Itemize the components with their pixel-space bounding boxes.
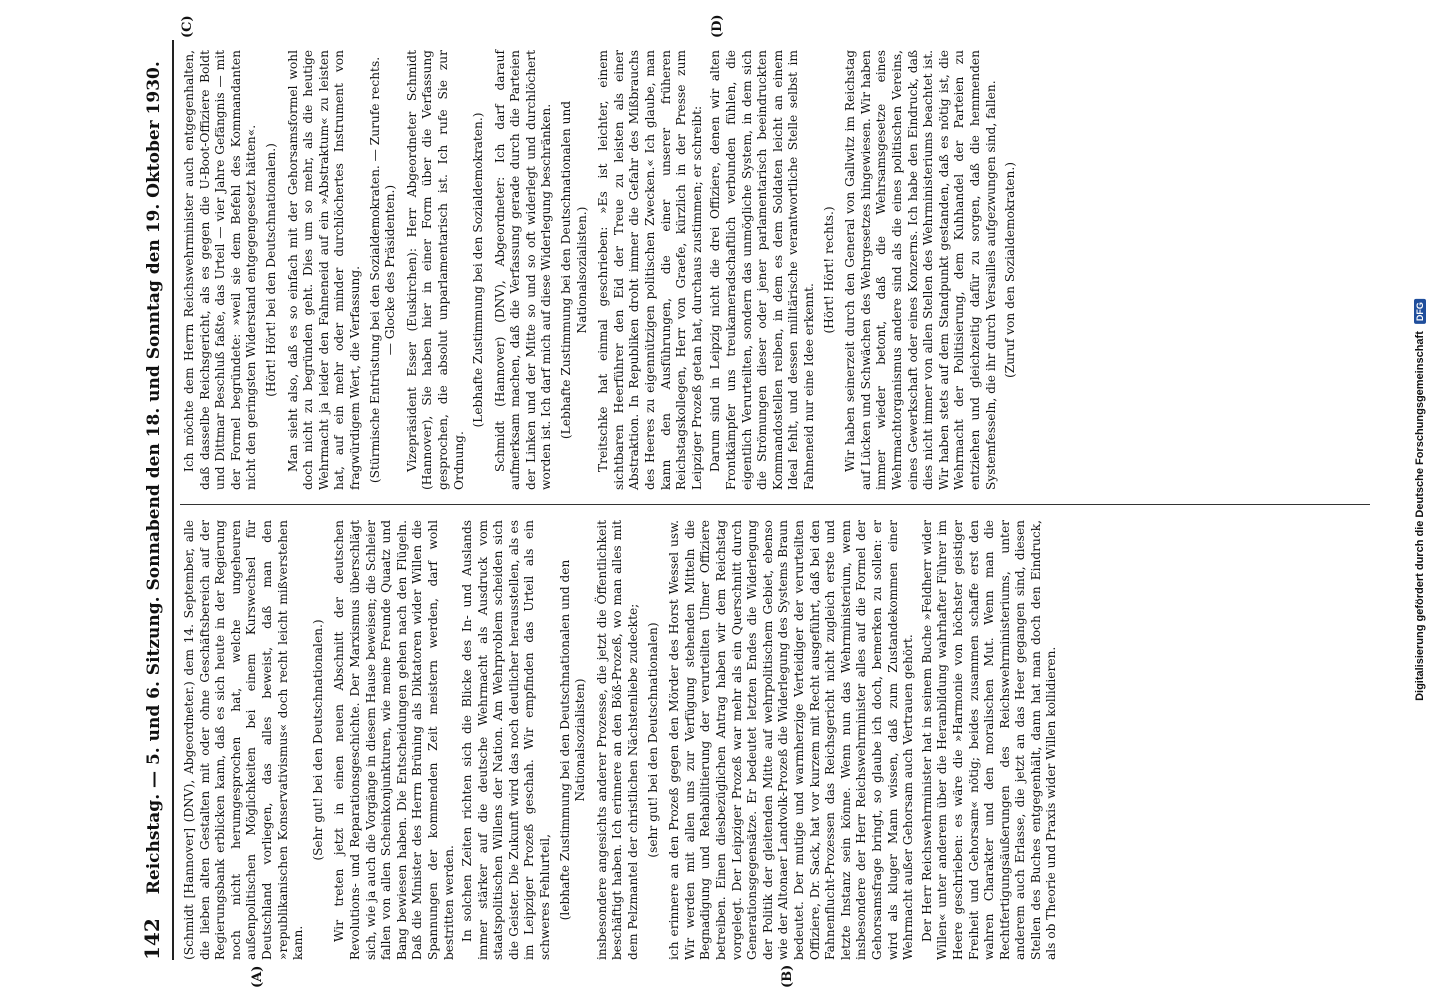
interjection: (sehr gut! bei den Deutschnationalen) <box>645 622 660 858</box>
paragraph: Ich möchte dem Herrn Reichswehrminister auch entgegenhalten, daß dasselbe Reichsgericht, als es gegen die U-Boot-Offiziere Boldt und Dittmar Beschluß faßte, das Urteil — vier Jahre Gefängnis — mit der Formel begründete: »weil sie dem Befehl des Kommandanten nicht den geringsten Widerstand entgegengesetzt hätten«. <box>182 50 259 490</box>
margin-mark-c: (C) <box>180 15 195 38</box>
paragraph: Man sieht also, daß es so einfach mit der Gehorsamsformel wohl doch nicht zu begründen geht. Dies um so mehr, als die heutige Wehrmacht ja leider den Fahneneid auf ein »Abstraktum« zu leisten hat, auf ein mehr oder minder durchlöchertes Instrument von fragwürdigem Wert, die Verfassung. <box>285 50 362 490</box>
dfg-attribution <box>1414 299 1426 701</box>
running-title: Reichstag. — 5. und 6. Sitzung. Sonnabend den 18. und Sonntag den 19. Oktober 1930. <box>144 61 164 895</box>
interjection: (Stürmische Entrüstung bei den Sozialdemokraten. — Zurufe rechts. — Glocke des Präsidenten.) <box>367 56 398 484</box>
interjection: (Hört! Hört! rechts.) <box>821 206 836 334</box>
margin-mark-a: (A) <box>250 965 265 988</box>
paragraph: Der Herr Reichswehrminister hat in seinem Buche »Feldherr wider Willen« unter anderem über die Heranbildung wahrhafter Führer im Heere geschrieben: es wäre die »Harmonie von höchster geistiger Freiheit und Gehorsam« nötig; beides zusammen schaffe erst den wahren Charakter und den moralischen Mut. Wenn man die Rechtfertigungsäußerungen des Reichswehrministeriums, unter anderem auch Erlasse, die jetzt an das Heer gegangen sind, diesen Stellen des Buches entgegenhält, dann hat man doch den Eindruck, als ob Theorie und Praxis wider Willen kollidieren. <box>919 520 1059 960</box>
paragraph: In solchen Zeiten richten sich die Blicke des In- und Auslands immer stärker auf die deutsche Wehrmacht als Ausdruck vom staatspolitischen Willens der Nation. Am Wehrproblem scheiden sich die Geister. Die Zukunft wird das noch deutlicher herausstellen, als es im Leipziger Prozeß geschah. Wir empfinden das Urteil als ein schweres Fehlurteil, <box>460 520 553 960</box>
paragraph: insbesondere angesichts anderer Prozesse, die jetzt die Öffentlichkeit beschäftigt haben. Ich erinnere an den Böß-Prozeß, wo man alles mit dem Pelzmantel der christlichen Nächstenliebe zudeckte; <box>594 520 641 960</box>
paragraph: Wir treten jetzt in einen neuen Abschnitt der deutschen Revolutions- und Reparationsgeschichte. Der Marxismus überschlägt sich, wie ja auch die Vorgänge in diesem Hause beweisen; die Schleier fallen von allen Scheinkonjunkturen, wie meine Freunde Quaatz und Bang bewiesen haben. Die Entscheidungen gehen nach den Flügeln. Daß die Minister des Herrn Brüning als Diktatoren wider Willen die Spannungen der kommenden Zeit meistern werden, darf wohl bestritten werden. <box>332 520 456 960</box>
paragraph: Vizepräsident Esser (Euskirchen): Herr Abgeordneter Schmidt (Hannover), Sie haben hier in einer Form über die Verfassung gesprochen, die absolut unparlamentarisch ist. Ich rufe Sie zur Ordnung. <box>404 50 466 490</box>
interjection: (Lebhafte Zustimmung bei den Sozialdemokraten.) <box>471 112 486 428</box>
dfg-badge: DFG <box>1414 299 1426 324</box>
page-number: 142 <box>140 918 164 960</box>
paragraph: Schmidt (Hannover) (DNV), Abgeordneter: Ich darf darauf aufmerksam machen, daß die Verfassung gerade durch die Parteien der Linken und der Mitte so und so oft widerlegt und durchlöchert worden ist. Ich darf mich auf diese Widerlegung beschränken. <box>492 50 554 490</box>
paragraph: Darum sind in Leipzig nicht die drei Offiziere, denen wir alten Frontkämpfer uns treukameradschaftlich verbunden fühlen, die eigentlich Verurteilten, sondern das unmögliche System, in dem sich die Strömungen dieser oder jener parlamentarisch beeindruckten Kommandostellen reiben, in dem es dem Soldaten leicht an einem Ideal fehlt, und dessen militärische verantwortliche Stelle selbst im Fahneneid nur eine Idee erkennt. <box>708 50 816 490</box>
margin-mark-d: (D) <box>710 14 725 38</box>
margin-mark-b: (B) <box>780 964 795 988</box>
scanned-page <box>140 14 1370 988</box>
interjection: (Zuruf von den Sozialdemokraten.) <box>1003 162 1018 378</box>
header-rule <box>172 40 174 960</box>
running-header <box>140 40 168 960</box>
interjection: (lebhafte Zustimmung bei den Deutschnationalen und den Nationalsozialisten) <box>557 559 588 921</box>
paragraph: Treitschke hat einmal geschrieben: »Es ist leichter, einem sichtbaren Heerführer den Eid der Treue zu leisten als einer Abstraktion. In Republiken droht immer die Gefahr des Mißbrauchs des Heeres zu eigennützigen politischen Zwecken.« Ich glaube, man kann den Ausführungen, die einer unserer früheren Reichstagskollegen, Herr von Graefe, kürzlich in der Presse zum Leipziger Prozeß getan hat, durchaus zustimmen; er schreibt: <box>596 50 704 490</box>
left-column <box>182 520 1063 960</box>
paragraph: (Schmidt [Hannover] (DNV), Abgeordneter.) dem 14. September, alle die lieben alten Gestalten mit oder ohne Geschäftsbereich auf der Regierungsbank erblicken kann, daß es sich heute in der Regierung noch nicht herumgesprochen hat, welche ungeheuren außenpolitischen Möglichkeiten bei einem Kurswechsel für Deutschland vorliegen, das alles beweist, daß man den »republikanischen Konservativismus« doch recht leicht mißverstehen kann. <box>182 520 306 960</box>
paragraph: Wir haben seinerzeit durch den General von Gallwitz im Reichstag auf Lücken und Schwächen des Wehrgesetzes hingewiesen. Wir haben immer wieder betont, daß die Wehrsamsgesetze eines Wehrmachtorganismus andere sind als die eines politischen Vereins, eines Gewerkschaft oder eines Konzerns. Ich habe den Eindruck, daß dies nicht immer von allen Stellen des Wehrministeriums beachtet ist. Wir haben stets auf dem Standpunkt gestanden, daß es nötig ist, die Wehrmacht der Politisierung, dem Kuhhandel der Parteien zu entziehen und gleichzeitig dafür zu sorgen, daß die hemmenden Systemfesseln, die ihr durch Versailles aufgezwungen sind, fallen. <box>843 50 998 490</box>
interjection: (Lebhafte Zustimmung bei den Deutschnationalen und Nationalsozialisten.) <box>559 100 589 440</box>
interjection: (Sehr gut! bei den Deutschnationalen.) <box>310 619 325 861</box>
attribution-text: Digitalisierung gefördert durch die Deutsche Forschungsgemeinschaft <box>1414 331 1426 701</box>
column-divider <box>180 504 1370 505</box>
right-column <box>182 50 1025 490</box>
paragraph: ich erinnere an den Prozeß gegen den Mörder des Horst Wessel usw. Wir werden mit allen uns zur Verfügung stehenden Mitteln die Begnadigung und Rehabilitierung der verurteilten Ulmer Offiziere betreiben. Einen diesbezüglichen Antrag haben wir dem Reichstag vorgelegt. Der Leipziger Prozeß war mehr als ein Querschnitt durch Generationsgegensätze. Er bedeutet letzten Endes die Widerlegung der Politik der gleitenden Mitte auf wehrpolitischem Gebiet, ebenso wie der Altonaer Landvolk-Prozeß die Widerlegung des Systems Braun bedeutet. Der mutige und warmherzige Verteidiger der verurteilten Offiziere, Dr. Sack, hat vor kurzem mit Recht ausgeführt, daß bei den Fahnenflucht-Prozessen das Reichsgericht nicht zugleich erste und letzte Instanz sein könne. Wenn nun das Wehrministerium, wenn insbesondere der Herr Reichswehrminister alles auf die Formel der Gehorsamsfrage bringt, so glaube ich doch, bemerken zu sollen: er wird als kluger Mann wissen, daß zum Zustandekommen einer Wehrmacht außer Gehorsam auch Vertrauen gehört. <box>667 520 916 960</box>
interjection: (Hört! Hört! bei den Deutschnationalen.) <box>263 143 278 397</box>
